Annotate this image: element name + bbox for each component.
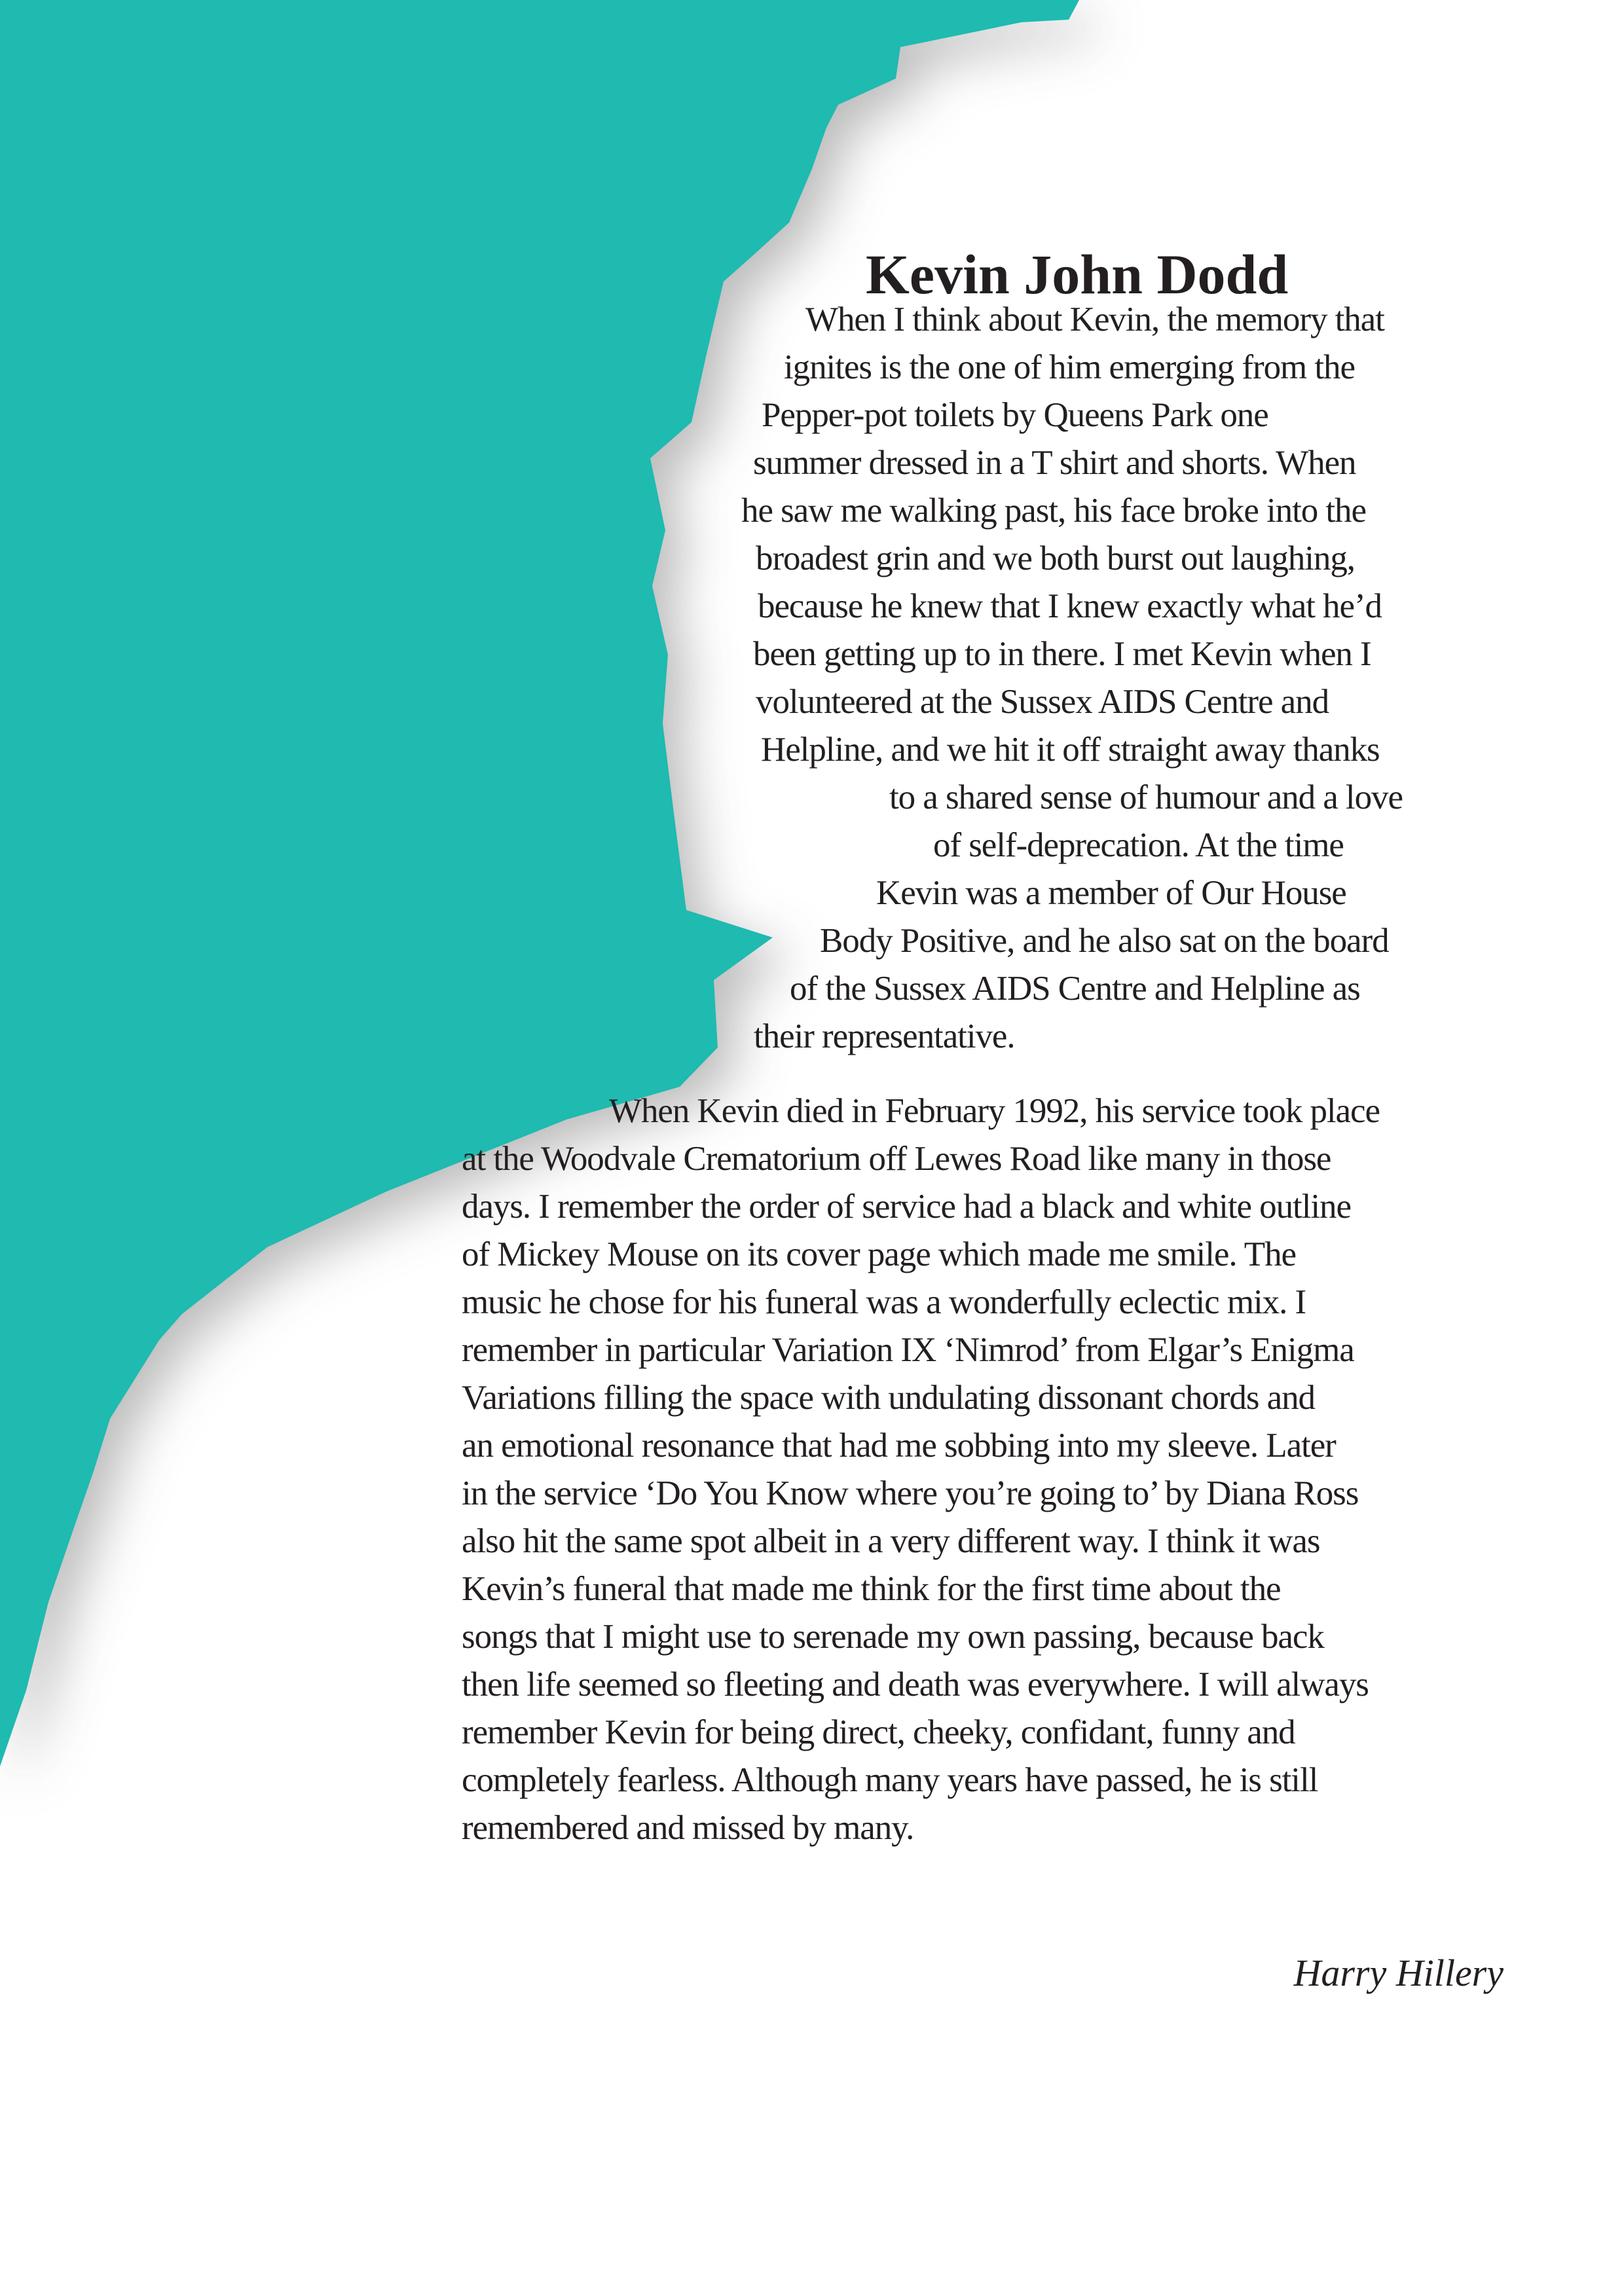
text-line: remember Kevin for being direct, cheeky, confidant, funny and bbox=[462, 1713, 1295, 1751]
text-line: Kevin was a member of Our House bbox=[876, 874, 1346, 912]
text-line: of the Sussex AIDS Centre and Helpline as bbox=[790, 970, 1360, 1008]
text-line: days. I remember the order of service had a black and white outline bbox=[462, 1188, 1351, 1226]
text-line: Helpline, and we hit it off straight away thanks bbox=[761, 731, 1380, 769]
author-signature: Harry Hillery bbox=[1293, 1952, 1504, 1994]
text-line: been getting up to in there. I met Kevin when I bbox=[753, 635, 1371, 673]
text-line: Body Positive, and he also sat on the board bbox=[820, 922, 1389, 960]
text-line: completely fearless. Although many years have passed, he is still bbox=[462, 1761, 1318, 1799]
text-line: Kevin’s funeral that made me think for the first time about the bbox=[462, 1570, 1281, 1608]
text-line: remembered and missed by many. bbox=[462, 1809, 914, 1847]
text-line: songs that I might use to serenade my own passing, because back bbox=[462, 1618, 1324, 1656]
text-line: music he chose for his funeral was a wonderfully eclectic mix. I bbox=[462, 1283, 1306, 1321]
text-line: also hit the same spot albeit in a very different way. I think it was bbox=[462, 1522, 1320, 1560]
text-line: When I think about Kevin, the memory that bbox=[805, 301, 1384, 338]
text-line: remember in particular Variation IX ‘Nimrod’ from Elgar’s Enigma bbox=[462, 1331, 1354, 1369]
text-line: summer dressed in a T shirt and shorts. When bbox=[753, 444, 1356, 482]
text-line: their representative. bbox=[754, 1017, 1015, 1055]
text-line: Variations filling the space with undulating dissonant chords and bbox=[462, 1379, 1315, 1417]
text-line: volunteered at the Sussex AIDS Centre and bbox=[756, 683, 1329, 721]
text-line: of self-deprecation. At the time bbox=[933, 826, 1344, 864]
text-line: he saw me walking past, his face broke into the bbox=[741, 492, 1366, 530]
text-line: When Kevin died in February 1992, his service took place bbox=[609, 1092, 1380, 1130]
page-title: Kevin John Dodd bbox=[866, 242, 1289, 306]
text-line: because he knew that I knew exactly what he’d bbox=[758, 587, 1382, 625]
text-line: in the service ‘Do You Know where you’re going to’ by Diana Ross bbox=[462, 1474, 1359, 1512]
text-line: to a shared sense of humour and a love bbox=[889, 778, 1403, 816]
text-line: at the Woodvale Crematorium off Lewes Road like many in those bbox=[462, 1140, 1331, 1178]
text-line: then life seemed so fleeting and death was everywhere. I will always bbox=[462, 1666, 1369, 1704]
text-line: an emotional resonance that had me sobbing into my sleeve. Later bbox=[462, 1427, 1336, 1465]
text-line: of Mickey Mouse on its cover page which made me smile. The bbox=[462, 1235, 1296, 1273]
text-line: ignites is the one of him emerging from the bbox=[784, 348, 1355, 386]
text-line: broadest grin and we both burst out laughing, bbox=[756, 539, 1355, 577]
text-line: Pepper-pot toilets by Queens Park one bbox=[762, 396, 1268, 434]
